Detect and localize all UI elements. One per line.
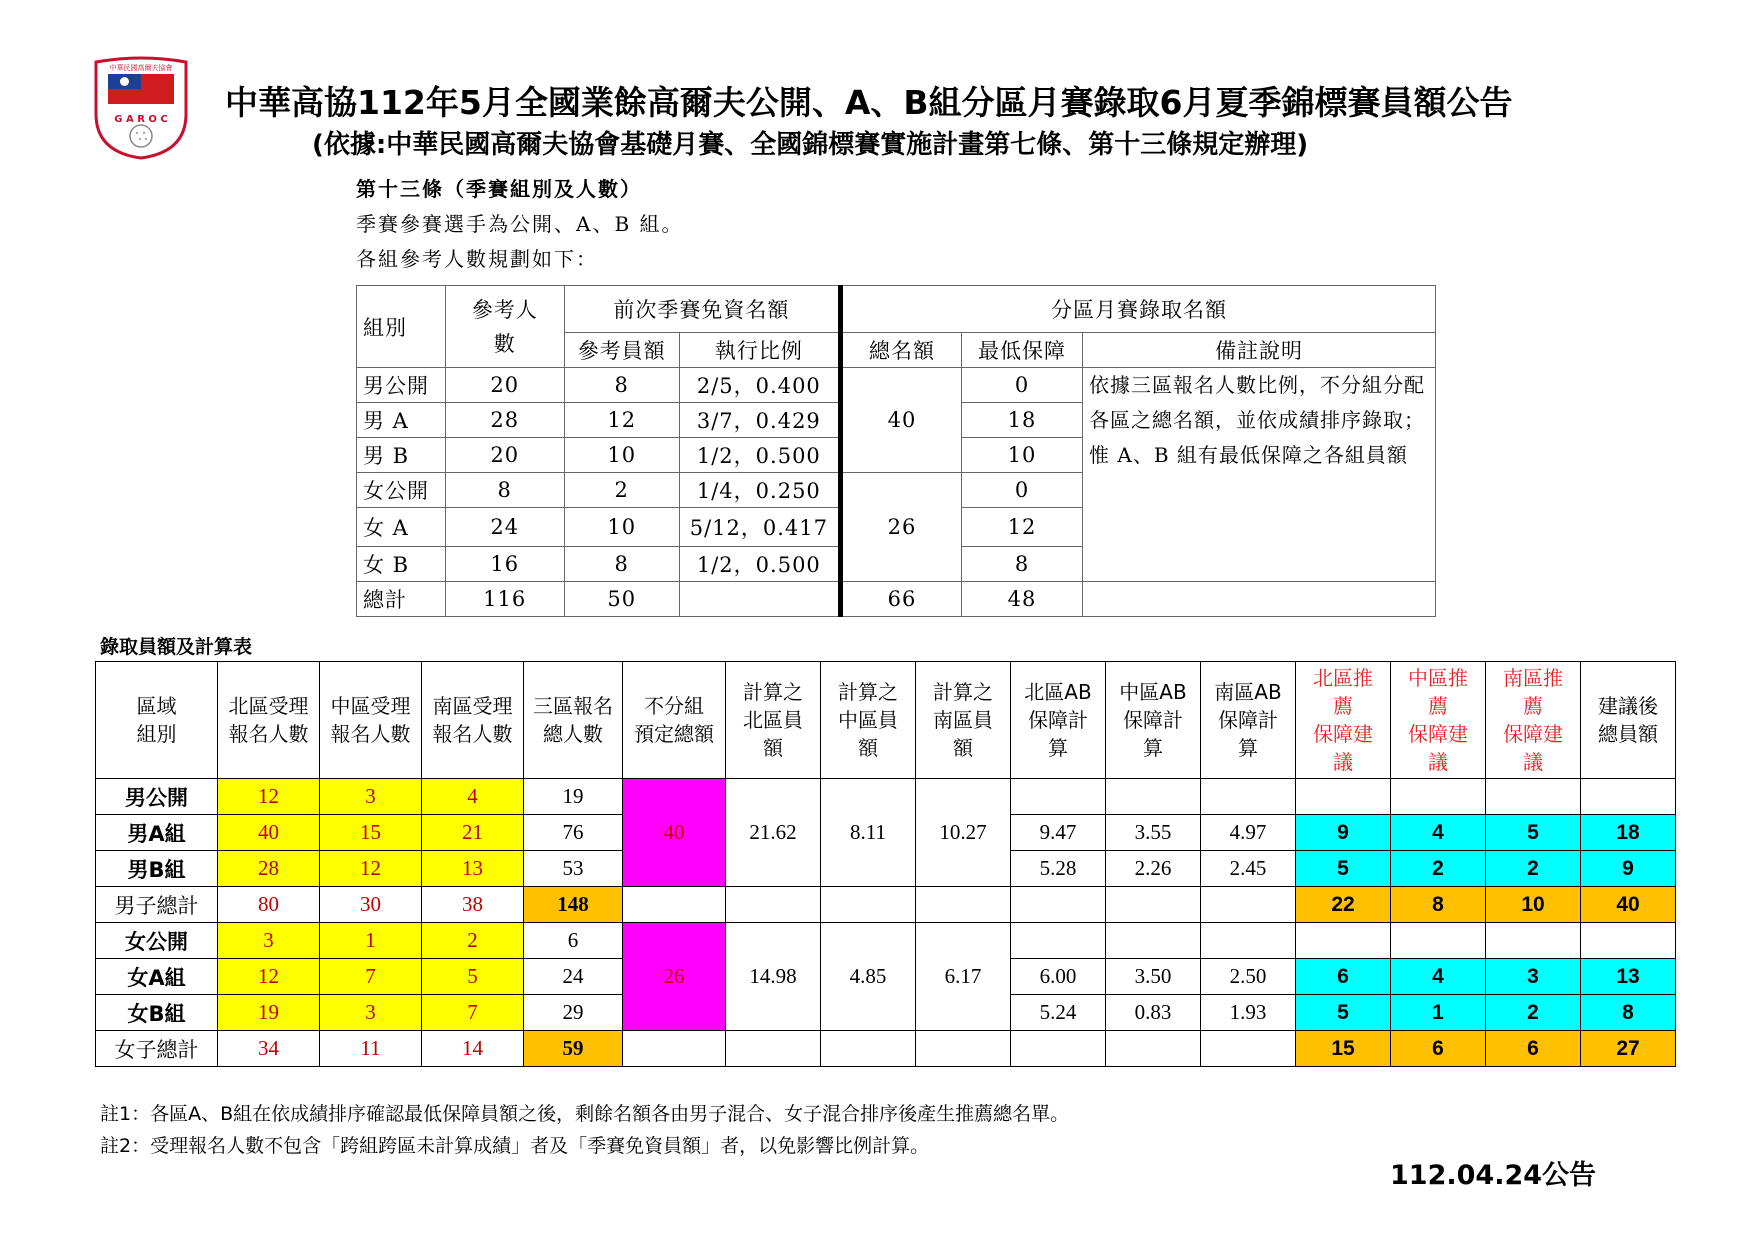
calc-central-count: 15 [320,815,422,851]
calc-south-count: 14 [422,1031,524,1067]
reg-header-group: 組別 [357,286,446,368]
reg-header-monthly: 分區月賽錄取名額 [841,286,1436,333]
calc-north-count: 12 [218,959,320,995]
reg-total-row [357,582,1436,617]
calc-south-count: 2 [422,923,524,959]
calc-women-south-calc: 6.17 [916,923,1011,1031]
calc-three-total: 148 [524,887,623,923]
calc-north-ab: 5.28 [1011,851,1106,887]
reg-header-ratio: 執行比例 [679,333,840,368]
calc-women-preset: 26 [623,923,726,1031]
calc-north-count: 19 [218,995,320,1031]
article-text [356,172,684,277]
reg-cell-min: 0 [962,473,1083,508]
calc-row-label: 女子總計 [96,1031,218,1067]
calc-final-total [1581,923,1676,959]
calc-north-ab: 5.24 [1011,995,1106,1031]
calc-south-count: 7 [422,995,524,1031]
reg-total-total: 66 [841,582,962,617]
reg-header-total: 總名額 [841,333,962,368]
calc-north-ab: 6.00 [1011,959,1106,995]
calc-central-rec: 1 [1391,995,1486,1031]
calc-south-count: 13 [422,851,524,887]
calc-north-rec: 6 [1296,959,1391,995]
calc-row-label: 男公開 [96,779,218,815]
calc-header-text: 計算之 北區員 額 [743,680,803,760]
calc-empty [821,1031,916,1067]
calc-header-cell [1581,662,1676,779]
calc-south-count: 38 [422,887,524,923]
calc-final-total: 40 [1581,887,1676,923]
garoc-logo [92,56,190,160]
calc-north-rec: 5 [1296,851,1391,887]
calc-central-count: 11 [320,1031,422,1067]
calc-south-ab: 1.93 [1201,995,1296,1031]
calc-three-total: 29 [524,995,623,1031]
reg-cell-ratio: 1/2，0.500 [679,438,840,473]
calc-south-ab [1201,923,1296,959]
reg-total-min: 48 [962,582,1083,617]
calc-south-ab: 2.50 [1201,959,1296,995]
reg-cell-group: 女公開 [357,473,446,508]
reg-cell-ratio: 3/7，0.429 [679,403,840,438]
calc-empty [1106,887,1201,923]
reg-cell-group: 女 A [357,508,446,547]
reg-cell-ref: 20 [445,368,564,403]
footnote-1: 註1：各區A、B組在依成績排序確認最低保障員額之後，剩餘名額各由男子混合、女子混合排序後產生推薦總名單。 [100,1103,1070,1125]
calc-empty [623,887,726,923]
calc-men-south-calc: 10.27 [916,779,1011,887]
calc-central-rec: 4 [1391,815,1486,851]
page-title: 中華高協112年5月全國業餘高爾夫公開、A、B組分區月賽錄取6月夏季錦標賽員額公告 [225,83,1513,122]
calc-row-men-open [96,779,1676,815]
reg-total-note [1083,582,1436,617]
calc-final-total: 27 [1581,1031,1676,1067]
calc-header-text: 計算之 南區員 額 [933,680,993,760]
calc-north-ab [1011,923,1106,959]
calc-south-rec: 6 [1486,1031,1581,1067]
logo-top-text: 中華民國高爾夫協會 [109,64,173,72]
calc-header-cell [422,662,524,779]
calc-central-count: 3 [320,779,422,815]
calc-three-total: 24 [524,959,623,995]
article-line-2: 各組參考人數規劃如下： [356,247,598,271]
calc-header-row [96,662,1676,779]
calc-south-count: 21 [422,815,524,851]
calc-central-count: 1 [320,923,422,959]
calc-central-rec: 2 [1391,851,1486,887]
calc-row-women-subtotal [96,1031,1676,1067]
reg-cell-ref: 28 [445,403,564,438]
reg-cell-group: 男 A [357,403,446,438]
calc-north-rec: 15 [1296,1031,1391,1067]
calc-row-women-open [96,923,1676,959]
calc-south-rec [1486,779,1581,815]
calc-central-ab [1106,779,1201,815]
reg-cell-group: 男 B [357,438,446,473]
calc-row-men-subtotal [96,887,1676,923]
calc-final-total: 18 [1581,815,1676,851]
calc-header-text: 不分組 預定總額 [634,694,714,746]
calc-final-total: 8 [1581,995,1676,1031]
calc-header-cell [320,662,422,779]
calc-header-cell [726,662,821,779]
reg-cell-min: 18 [962,403,1083,438]
calc-header-cell [96,662,218,779]
calc-header-text: 計算之 中區員 額 [838,680,898,760]
calc-header-cell [1011,662,1106,779]
calc-central-count: 7 [320,959,422,995]
calc-north-ab: 9.47 [1011,815,1106,851]
calc-empty [821,887,916,923]
calc-north-count: 40 [218,815,320,851]
reg-cell-min: 10 [962,438,1083,473]
calc-empty [1201,1031,1296,1067]
calc-header-text: 中區AB 保障計 算 [1119,680,1187,760]
reg-note: 依據三區報名人數比例，不分組分配各區之總名額，並依成績排序錄取；惟 A、B 組有最低保障之各組員額 [1083,368,1436,582]
calc-header-text: 北區AB 保障計 算 [1024,680,1092,760]
calc-south-rec: 3 [1486,959,1581,995]
reg-header-ref: 參考人數 [445,286,564,368]
calc-north-count: 80 [218,887,320,923]
calc-north-count: 3 [218,923,320,959]
calc-header-text: 北區推 薦 保障建 議 [1313,666,1373,774]
calc-empty [1011,1031,1106,1067]
calc-south-rec: 5 [1486,815,1581,851]
reg-header-ref-quota: 參考員額 [564,333,679,368]
calc-caption: 錄取員額及計算表 [100,636,253,658]
calc-north-rec: 9 [1296,815,1391,851]
calc-north-count: 12 [218,779,320,815]
calc-south-count: 5 [422,959,524,995]
reg-cell-ratio: 1/2，0.500 [679,547,840,582]
reg-cell-quota: 8 [564,368,679,403]
calc-central-rec [1391,923,1486,959]
reg-women-total: 26 [841,473,962,582]
calc-table [95,661,1676,1067]
reg-cell-quota: 10 [564,508,679,547]
calc-north-rec: 22 [1296,887,1391,923]
calc-header-cell [821,662,916,779]
calc-header-cell [218,662,320,779]
calc-three-total: 19 [524,779,623,815]
reg-cell-ratio: 1/4，0.250 [679,473,840,508]
reg-cell-quota: 8 [564,547,679,582]
calc-men-preset: 40 [623,779,726,887]
calc-empty [726,887,821,923]
calc-empty [726,1031,821,1067]
calc-men-central-calc: 8.11 [821,779,916,887]
reg-cell-quota: 10 [564,438,679,473]
calc-south-count: 4 [422,779,524,815]
calc-header-text: 三區報名 總人數 [533,694,613,746]
calc-central-ab: 3.55 [1106,815,1201,851]
calc-row-label: 女A組 [96,959,218,995]
calc-three-total: 6 [524,923,623,959]
calc-row-label: 男B組 [96,851,218,887]
calc-central-ab [1106,923,1201,959]
reg-header-prev: 前次季賽免資名額 [564,286,840,333]
calc-central-ab: 2.26 [1106,851,1201,887]
calc-central-rec: 6 [1391,1031,1486,1067]
calc-north-rec: 5 [1296,995,1391,1031]
reg-cell-quota: 12 [564,403,679,438]
reg-cell-ratio: 2/5，0.400 [679,368,840,403]
calc-empty [916,887,1011,923]
reg-cell-ref: 16 [445,547,564,582]
calc-central-rec [1391,779,1486,815]
calc-south-ab: 2.45 [1201,851,1296,887]
calc-north-ab [1011,779,1106,815]
reg-total-ref: 116 [445,582,564,617]
calc-header-text: 區域 組別 [136,694,177,746]
calc-north-count: 28 [218,851,320,887]
calc-header-cell [1486,662,1581,779]
calc-central-rec: 4 [1391,959,1486,995]
article-line-1: 季賽參賽選手為公開、A、B 組。 [356,212,684,236]
reg-cell-group: 女 B [357,547,446,582]
calc-header-cell [623,662,726,779]
calc-empty [916,1031,1011,1067]
calc-empty [623,1031,726,1067]
reg-cell-group: 男公開 [357,368,446,403]
calc-header-cell [1106,662,1201,779]
calc-header-text: 南區AB 保障計 算 [1214,680,1282,760]
calc-three-total: 53 [524,851,623,887]
calc-three-total: 59 [524,1031,623,1067]
calc-central-count: 3 [320,995,422,1031]
calc-final-total [1581,779,1676,815]
page-subtitle: (依據:中華民國高爾夫協會基礎月賽、全國錦標賽實施計畫第七條、第十三條規定辦理) [312,130,1309,160]
calc-header-text: 建議後 總員額 [1598,694,1658,746]
reg-cell-min: 8 [962,547,1083,582]
reg-cell-ratio: 5/12，0.417 [679,508,840,547]
reg-row [357,368,1436,403]
calc-row-label: 男子總計 [96,887,218,923]
calc-empty [1201,887,1296,923]
calc-final-total: 9 [1581,851,1676,887]
calc-south-rec: 2 [1486,851,1581,887]
calc-south-rec: 2 [1486,995,1581,1031]
footnotes [100,1098,1069,1162]
reg-cell-quota: 2 [564,473,679,508]
calc-south-ab [1201,779,1296,815]
calc-final-total: 13 [1581,959,1676,995]
calc-header-text: 北區受理 報名人數 [228,694,309,746]
calc-three-total: 76 [524,815,623,851]
reg-cell-ref: 8 [445,473,564,508]
calc-north-rec [1296,779,1391,815]
calc-header-text: 中區推 薦 保障建 議 [1408,666,1468,774]
calc-south-rec [1486,923,1581,959]
calc-row-label: 女公開 [96,923,218,959]
calc-empty [1106,1031,1201,1067]
reg-cell-min: 0 [962,368,1083,403]
announcement-date: 112.04.24公告 [1390,1160,1597,1191]
calc-central-count: 30 [320,887,422,923]
reg-cell-min: 12 [962,508,1083,547]
calc-header-text: 南區推 薦 保障建 議 [1503,666,1563,774]
calc-men-north-calc: 21.62 [726,779,821,887]
reg-header-note: 備註說明 [1083,333,1436,368]
calc-women-central-calc: 4.85 [821,923,916,1031]
regulation-table [356,285,1436,617]
calc-header-text: 南區受理 報名人數 [432,694,513,746]
calc-header-cell [916,662,1011,779]
calc-north-rec [1296,923,1391,959]
calc-empty [1011,887,1106,923]
footnote-2: 註2：受理報名人數不包含「跨組跨區未計算成績」者及「季賽免資員額」者，以免影響比例計算。 [100,1135,930,1157]
calc-header-cell [524,662,623,779]
calc-central-ab: 3.50 [1106,959,1201,995]
reg-men-total: 40 [841,368,962,473]
logo-letters: G A R O C [114,114,168,125]
reg-cell-ref: 24 [445,508,564,547]
reg-header-min: 最低保障 [962,333,1083,368]
calc-header-text: 中區受理 報名人數 [330,694,411,746]
reg-total-label: 總計 [357,582,446,617]
calc-north-count: 34 [218,1031,320,1067]
reg-total-quota: 50 [564,582,679,617]
calc-central-count: 12 [320,851,422,887]
calc-header-cell [1391,662,1486,779]
calc-central-ab: 0.83 [1106,995,1201,1031]
calc-header-cell [1296,662,1391,779]
calc-women-north-calc: 14.98 [726,923,821,1031]
reg-cell-ref: 20 [445,438,564,473]
calc-header-cell [1201,662,1296,779]
calc-south-ab: 4.97 [1201,815,1296,851]
reg-total-ratio [679,582,840,617]
calc-south-rec: 10 [1486,887,1581,923]
article-heading: 第十三條（季賽組別及人數） [356,177,642,201]
calc-central-rec: 8 [1391,887,1486,923]
calc-row-label: 男A組 [96,815,218,851]
calc-row-label: 女B組 [96,995,218,1031]
